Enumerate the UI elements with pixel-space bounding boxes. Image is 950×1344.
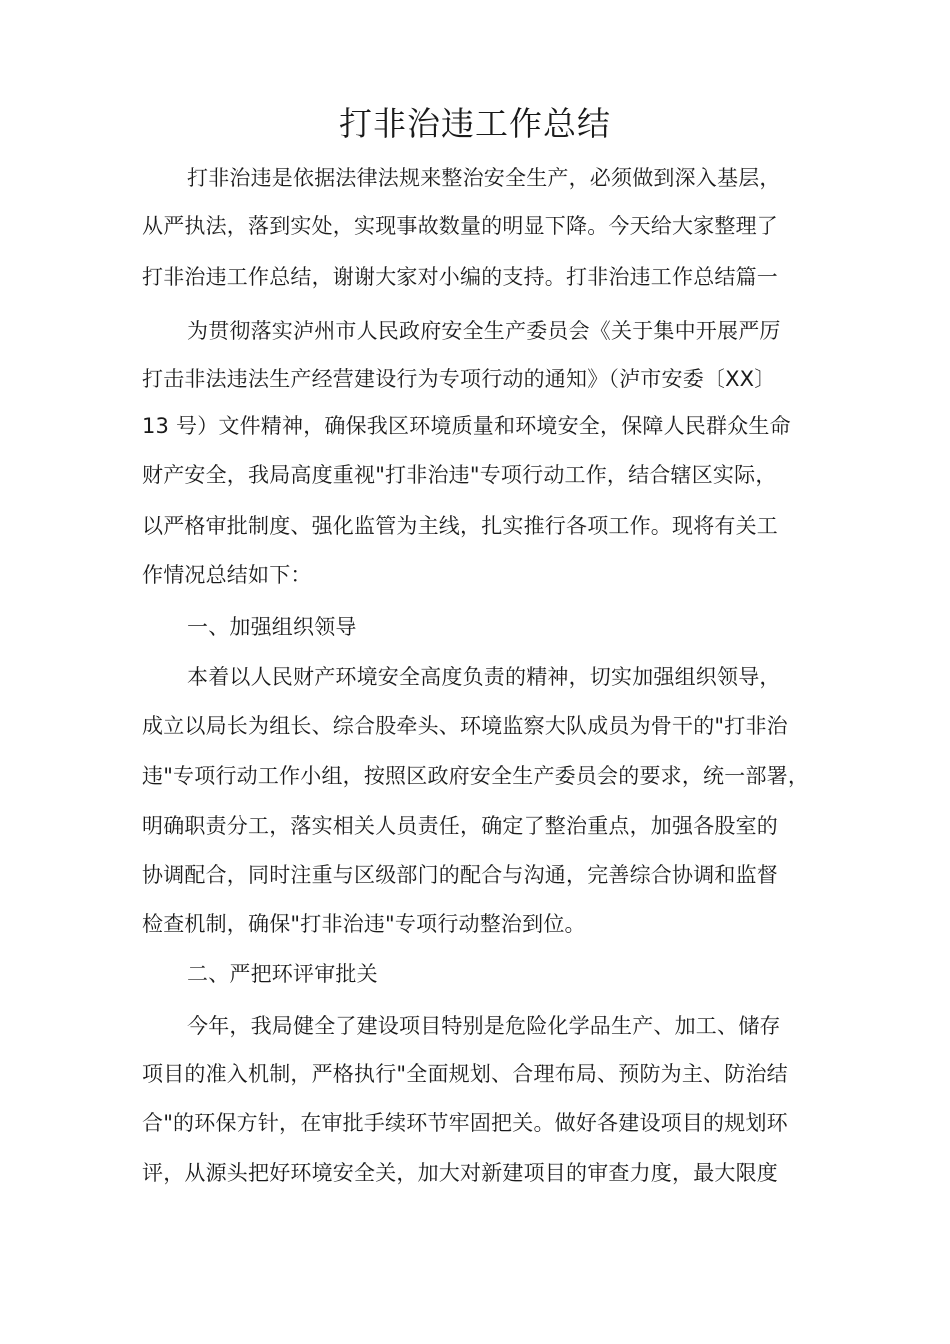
text-line: 明确职责分工，落实相关人员责任，确定了整治重点，加强各股室的	[142, 814, 778, 838]
text-line: 协调配合，同时注重与区级部门的配合与沟通，完善综合协调和监督	[142, 863, 778, 887]
section-heading: 二、严把环评审批关	[187, 962, 378, 986]
text-line: 评，从源头把好环境安全关，加大对新建项目的审查力度，最大限度	[142, 1161, 778, 1185]
text-line: 打非治违是依据法律法规来整治安全生产，必须做到深入基层，	[187, 166, 781, 190]
text-line: 本着以人民财产环境安全高度负责的精神，切实加强组织领导，	[187, 665, 781, 689]
text-line: 打非治违工作总结，谢谢大家对小编的支持。打非治违工作总结篇一	[142, 265, 778, 289]
section-heading: 一、加强组织领导	[187, 615, 357, 639]
text-line: 为贯彻落实泸州市人民政府安全生产委员会《关于集中开展严厉	[187, 319, 781, 343]
text-line: 从严执法，落到实处，实现事故数量的明显下降。今天给大家整理了	[142, 214, 778, 238]
text-line: 财产安全，我局高度重视"打非治违"专项行动工作，结合辖区实际，	[142, 463, 777, 487]
text-line: 今年，我局健全了建设项目特别是危险化学品生产、加工、储存	[187, 1014, 781, 1038]
text-line: 打击非法违法生产经营建设行为专项行动的通知》（泸市安委〔XX〕	[142, 367, 776, 391]
text-line: 项目的准入机制，严格执行"全面规划、合理布局、预防为主、防治结	[142, 1062, 788, 1086]
text-line: 违"专项行动工作小组，按照区政府安全生产委员会的要求，统一部署，	[142, 764, 810, 788]
text-line: 13 号）文件精神，确保我区环境质量和环境安全，保障人民群众生命	[142, 414, 791, 438]
text-line: 成立以局长为组长、综合股牵头、环境监察大队成员为骨干的"打非治	[142, 714, 788, 738]
text-line: 作情况总结如下：	[142, 563, 312, 587]
text-line: 以严格审批制度、强化监管为主线，扎实推行各项工作。现将有关工	[142, 514, 778, 538]
document-title: 打非治违工作总结	[339, 104, 611, 143]
text-line: 合"的环保方针，在审批手续环节牢固把关。做好各建设项目的规划环	[142, 1111, 788, 1135]
text-line: 检查机制，确保"打非治违"专项行动整治到位。	[142, 912, 586, 936]
